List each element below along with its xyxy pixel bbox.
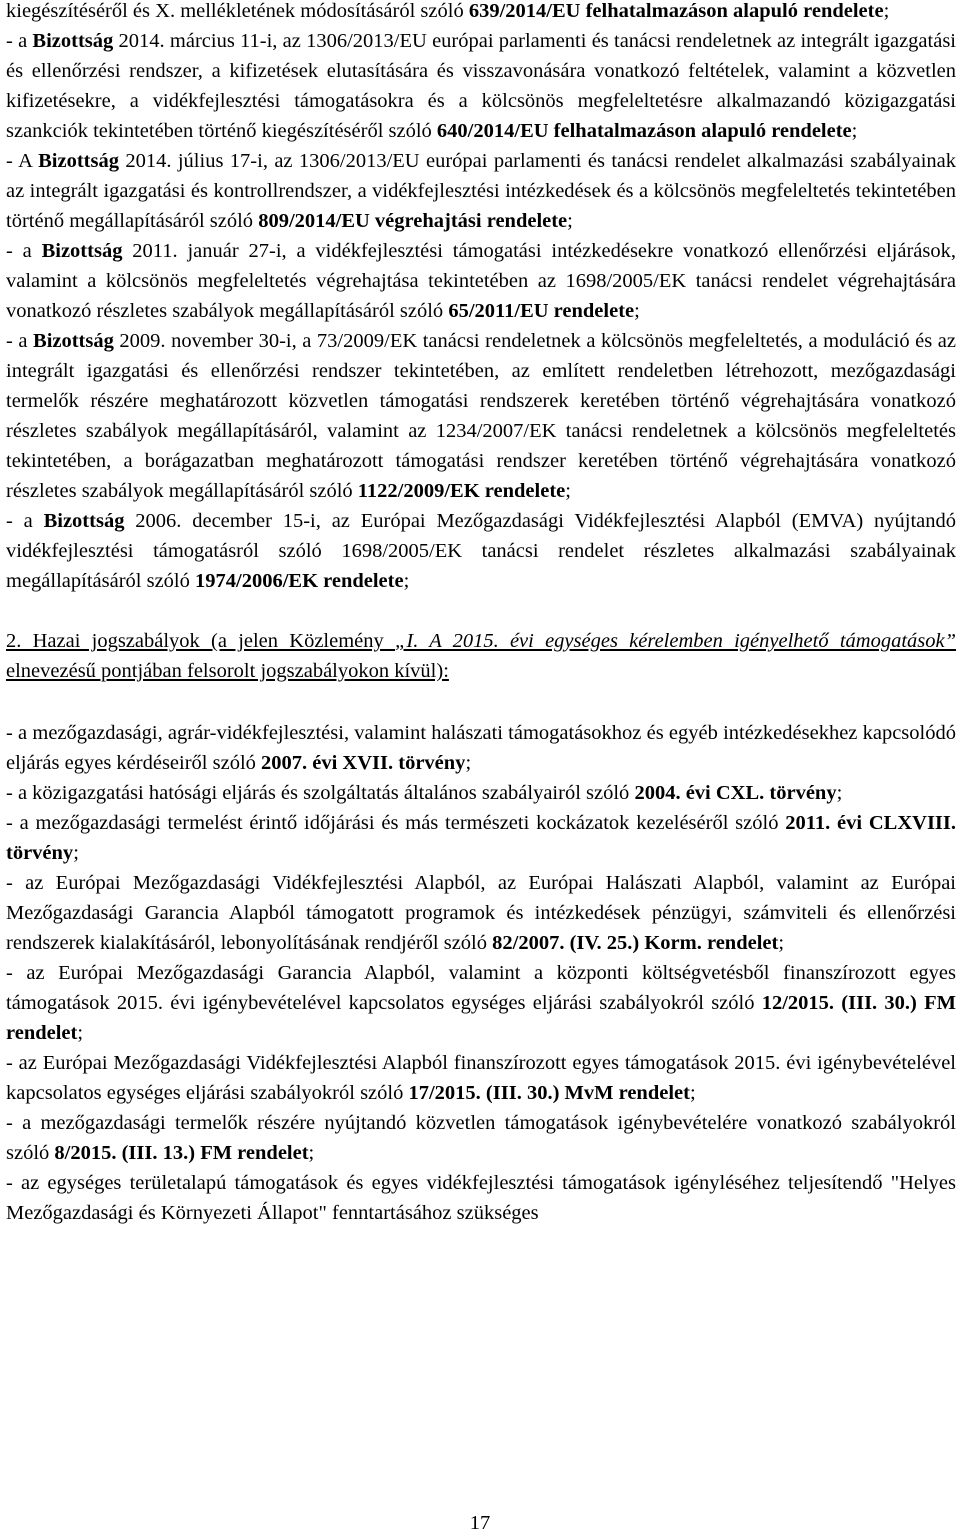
- ref-end: ;: [634, 300, 640, 322]
- ref-end: ;: [567, 210, 573, 232]
- ref-text: - a mezőgazdasági termelők részére nyújtandó közvetlen támogatások igénybevételére vonatkozó szabályokról szóló: [6, 1112, 956, 1164]
- ref-institution: Bizottság: [43, 510, 125, 532]
- ref-end: ;: [689, 1082, 696, 1104]
- ref-title: 639/2014/EU felhatalmazáson alapuló rendelete: [468, 0, 884, 22]
- ref-text: 2014. március 11-i, az 1306/2013/EU európai parlamenti és tanácsi rendeletnek az integrált igazgatási és ellenőrzési rendszer, a kifizetések elutasítására és visszavonására vonatkozó feltételek, valamint a közvetlen kifizetésekre, a vidékfejlesztési támogatásokra és a kölcsönös megfeleltetésre alkalmazandó közigazgatási szankciók tekintetében történő kiegészítéséről szóló: [6, 30, 956, 142]
- national-ref-8: [6, 1168, 956, 1228]
- national-refs-list: [6, 718, 956, 1228]
- section-heading: [6, 626, 956, 686]
- ref-text: - a mezőgazdasági termelést érintő időjárási és más természeti kockázatok kezeléséről szóló: [6, 812, 786, 834]
- ref-title: 17/2015. (III. 30.) MvM rendelet: [408, 1082, 690, 1104]
- ref-dash: - A: [6, 150, 39, 172]
- national-ref-2: [6, 778, 956, 808]
- ref-end: ;: [836, 782, 843, 804]
- ref-title: 809/2014/EU végrehajtási rendelete: [258, 210, 568, 232]
- ref-end: ;: [308, 1142, 315, 1164]
- ref-title: 1974/2006/EK rendelete: [195, 570, 404, 592]
- ref-institution: Bizottság: [38, 150, 119, 172]
- ref-dash: - a: [6, 330, 34, 352]
- national-ref-3: [6, 808, 956, 868]
- section-heading-text-end: elnevezésű pontjában felsorolt jogszabályokon kívül):: [6, 660, 449, 682]
- ref-title: 2007. évi XVII. törvény: [261, 752, 466, 774]
- national-ref-1: [6, 718, 956, 778]
- ref-end: ;: [403, 570, 410, 592]
- ref-institution: Bizottság: [41, 240, 123, 262]
- ref-text: - az egységes területalapú támogatások és egyes vidékfejlesztési támogatások igényléséhez teljesítendő "Helyes Mezőgazdasági és Környezeti Állapot" fenntartásához szükséges: [6, 1172, 956, 1224]
- ref-text: - az Európai Mezőgazdasági Vidékfejlesztési Alapból finanszírozott egyes támogatások 2015. évi igénybevételével kapcsolatos egységes eljárási szabályokról szóló: [6, 1052, 956, 1104]
- ref-end: ;: [565, 480, 571, 502]
- page-number: 17: [469, 1512, 491, 1534]
- ref-dash: - a: [6, 30, 33, 52]
- ref-title: 8/2015. (III. 13.) FM rendelet: [54, 1142, 309, 1164]
- document-page: [6, 0, 956, 1228]
- ref-text: - a közigazgatási hatósági eljárás és szolgáltatás általános szabályairól szóló: [6, 782, 635, 804]
- ref-title: 12/2015. (III. 30.) FM rendelet: [6, 992, 956, 1044]
- ref-title: 2004. évi CXL. törvény: [634, 782, 837, 804]
- section-heading-italic: „I. A 2015. évi egységes kérelemben igényelhető támogatások”: [395, 630, 957, 652]
- ref-title: 640/2014/EU felhatalmazáson alapuló rendelete: [436, 120, 852, 142]
- ref-end: ;: [77, 1022, 84, 1044]
- ref-text: kiegészítéséről és X. mellékletének módosításáról szóló: [6, 0, 469, 22]
- ref-dash: - a: [6, 240, 42, 262]
- national-ref-4: [6, 868, 956, 958]
- ref-text: 2011. január 27-i, a vidékfejlesztési támogatási intézkedésekre vonatkozó ellenőrzési eljárások, valamint a kölcsönös megfeleltetés végrehajtása tekintetében az 1698/2005/EK tanácsi rendelet végrehajtására vonatkozó részletes szabályok megállapításáról szóló: [6, 240, 956, 322]
- ref-end: ;: [851, 120, 858, 142]
- ref-end: ;: [73, 842, 79, 864]
- ref-dash: - a: [6, 510, 44, 532]
- ref-text: - a mezőgazdasági, agrár-vidékfejlesztési, valamint halászati támogatásokhoz és egyéb intézkedésekhez kapcsolódó eljárás egyes kérdéseiről szóló: [6, 722, 956, 774]
- national-ref-7: [6, 1108, 956, 1168]
- ref-text: 2014. július 17-i, az 1306/2013/EU európai parlamenti és tanácsi rendelet alkalmazási szabályainak az integrált igazgatási és kontrollrendszer, a vidékfejlesztési intézkedések és a kölcsönös megfeleltetés tekintetében történő megállapításáról szóló: [6, 150, 956, 232]
- eu-ref-6: [6, 506, 956, 596]
- eu-ref-3: [6, 146, 956, 236]
- national-ref-6: [6, 1048, 956, 1108]
- ref-text: - az Európai Mezőgazdasági Vidékfejlesztési Alapból, az Európai Halászati Alapból, valamint az Európai Mezőgazdasági Garancia Alapból támogatott programok és intézkedések pénzügyi, számviteli és ellenőrzési rendszerek kialakításáról, lebonyolításának rendjéről szóló: [6, 872, 956, 954]
- ref-institution: Bizottság: [32, 30, 114, 52]
- national-ref-5: [6, 958, 956, 1048]
- ref-title: 2011. évi CLXVIII. törvény: [6, 812, 957, 864]
- ref-institution: Bizottság: [33, 330, 114, 352]
- eu-ref-5: [6, 326, 956, 506]
- eu-ref-4: [6, 236, 956, 326]
- eu-ref-2: [6, 26, 956, 146]
- ref-end: ;: [883, 0, 890, 22]
- ref-text: 2009. november 30-i, a 73/2009/EK tanácsi rendeletnek a kölcsönös megfeleltetés, a moduláció és az integrált igazgatási és ellenőrzési rendszer tekintetében, az említett rendeletben létrehozott, mezőgazdasági termelők részére meghatározott közvetlen támogatási rendszerek keretében történő végrehajtására vonatkozó részletes szabályok megállapításáról, valamint az 1234/2007/EK tanácsi rendeletnek a kölcsönös megfeleltetés tekintetében, a borágazatban meghatározott támogatási rendszer keretében történő végrehajtására vonatkozó részletes szabályok megállapításáról szóló: [6, 330, 956, 502]
- ref-end: ;: [778, 932, 785, 954]
- ref-text: - az Európai Mezőgazdasági Garancia Alapból, valamint a központi költségvetésből finanszírozott egyes támogatások 2015. évi igénybevételével kapcsolatos egységes eljárási szabályokról szóló: [6, 962, 956, 1014]
- eu-ref-1: [6, 0, 956, 26]
- ref-text: 2006. december 15-i, az Európai Mezőgazdasági Vidékfejlesztési Alapból (EMVA) nyújtandó vidékfejlesztési támogatásról szóló 1698/2005/EK tanácsi rendelet részletes alkalmazási szabályainak megállapításáról szóló: [6, 510, 956, 592]
- ref-end: ;: [465, 752, 472, 774]
- ref-title: 65/2011/EU rendelete: [448, 300, 635, 322]
- ref-title: 1122/2009/EK rendelete: [357, 480, 566, 502]
- section-heading-text: 2. Hazai jogszabályok (a jelen Közlemény: [6, 630, 395, 652]
- ref-title: 82/2007. (IV. 25.) Korm. rendelet: [492, 932, 779, 954]
